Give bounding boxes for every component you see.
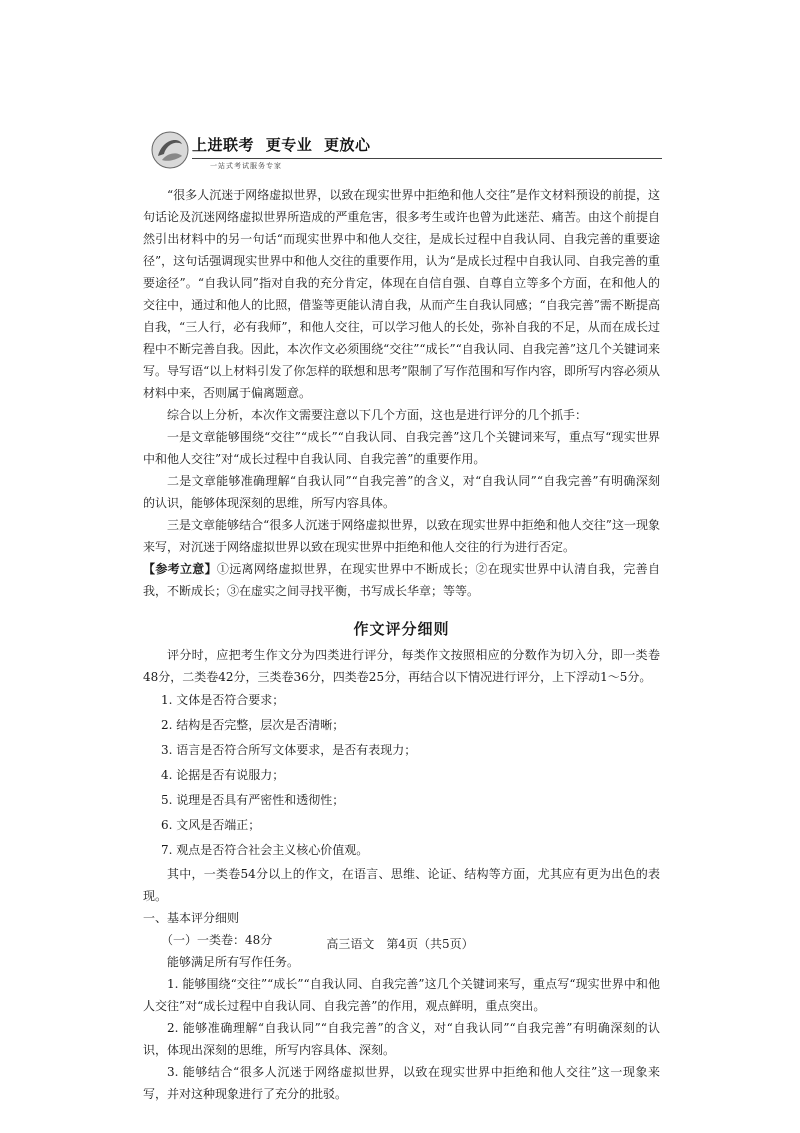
class-heading: （一）一类卷：48分 xyxy=(161,933,273,947)
page-footer: 高三语文 第4页（共5页） xyxy=(326,937,474,951)
brand-part: 更专业 xyxy=(265,136,313,154)
swirl-logo-icon xyxy=(150,130,190,170)
section-heading: 一、基本评分细则 xyxy=(143,911,240,925)
brand-part: 上进联考 xyxy=(192,136,255,154)
analysis-paragraph: 一是文章能够围绕“交往”“成长”“自我认同、自我完善”这几个关键词来写，重点写“现实世界中和他人交往”对“成长过程中自我认同、自我完善”的重要作用。 xyxy=(143,430,660,466)
rubric-point: 3. 能够结合“很多人沉迷于网络虚拟世界，以致在现实世界中拒绝和他人交往”这一现象来写，并对这种现象进行了充分的批驳。 xyxy=(143,1065,660,1101)
rubric-criterion: 4. 论据是否有说服力； xyxy=(161,768,285,782)
analysis-paragraph: 综合以上分析，本次作文需要注意以下几个方面，这也是进行评分的几个抓手： xyxy=(167,408,588,422)
brand-slogan xyxy=(192,134,662,154)
reference-text: ①远离网络虚拟世界，在现实世界中不断成长；②在现实世界中认清自我，完善自我，不断成长；③在虚实之间寻找平衡，书写成长华章；等等。 xyxy=(143,562,660,598)
rubric-note: 其中，一类卷54分以上的作文，在语言、思维、论证、结构等方面，尤其应有更为出色的表现。 xyxy=(143,867,660,903)
rubric-criterion: 1. 文体是否符合要求； xyxy=(161,693,285,707)
brand-part: 更放心 xyxy=(324,136,371,154)
reference-tag: 【参考立意】 xyxy=(143,562,217,576)
reference-ideas xyxy=(143,558,660,602)
rubric-criterion: 6. 文风是否端正； xyxy=(161,818,261,832)
rubric-criterion: 2. 结构是否完整，层次是否清晰； xyxy=(161,718,345,732)
rubric-point: 1. 能够围绕“交往”“成长”“自我认同、自我完善”这几个关键词来写，重点写“现实世界中和他人交往”对“成长过程中自我认同、自我完善”的作用，观点鲜明，重点突出。 xyxy=(143,977,660,1013)
page-header xyxy=(150,130,670,176)
analysis-paragraph: “很多人沉迷于网络虚拟世界，以致在现实世界中拒绝和他人交往”是作文材料预设的前提，这句话论及沉迷网络虚拟世界所造成的严重危害，很多考生或许也曾为此迷茫、痛苦。由这个前提自然引出材料中的另一句话“而现实世界中和他人交往，是成长过程中自我认同、自我完善的重要途径”，这句话强调现实世界中和他人交往的重要作用，认为“是成长过程中自我认同、自我完善的重要途径”。“自我认同”指对自我的充分肯定，体现在自信自强、自尊自立等多个方面，在和他人的交往中，通过和他人的比照，借鉴等更能认清自我，从而产生自我认同感；“自我完善”需不断提高自我，“三人行，必有我师”，和他人交往，可以学习他人的长处，弥补自我的不足，从而在成长过程中不断完善自我。因此，本次作文必须围绕“交往”“成长”“自我认同、自我完善”这几个关键词来写。导写语“以上材料引发了你怎样的联想和思考”限制了写作范围和写作内容，即所写内容必须从材料中来，否则属于偏离题意。 xyxy=(143,188,660,400)
analysis-paragraph: 三是文章能够结合“很多人沉迷于网络虚拟世界，以致在现实世界中拒绝和他人交往”这一现象来写，对沉迷于网络虚拟世界以致在现实世界中拒绝和他人交往的行为进行否定。 xyxy=(143,518,660,554)
header-divider xyxy=(192,158,662,159)
rubric-title: 作文评分细则 xyxy=(353,620,450,638)
rubric-point: 2. 能够准确理解“自我认同”“自我完善”的含义，对“自我认同”“自我完善”有明确深刻的认识，体现出深刻的思维，所写内容具体、深刻。 xyxy=(143,1021,660,1057)
page-content xyxy=(143,184,660,1105)
rubric-criterion: 7. 观点是否符合社会主义核心价值观。 xyxy=(161,843,369,857)
rubric-criterion: 5. 说理是否具有严密性和透彻性； xyxy=(161,793,345,807)
rubric-intro: 评分时，应把考生作文分为四类进行评分，每类作文按照相应的分数作为切入分，即一类卷48分，二类卷42分，三类卷36分，四类卷25分，再结合以下情况进行评分，上下浮动1～5分。 xyxy=(143,648,660,684)
rubric-criterion: 3. 语言是否符合所写文体要求，是否有表现力； xyxy=(161,743,417,757)
brand-subtitle: 一站式考试服务专家 xyxy=(210,162,282,170)
analysis-paragraph: 二是文章能够准确理解“自我认同”“自我完善”的含义，对“自我认同”“自我完善”有明确深刻的认识，能够体现深刻的思维，所写内容具体。 xyxy=(143,474,660,510)
class-requirement: 能够满足所有写作任务。 xyxy=(167,955,300,969)
